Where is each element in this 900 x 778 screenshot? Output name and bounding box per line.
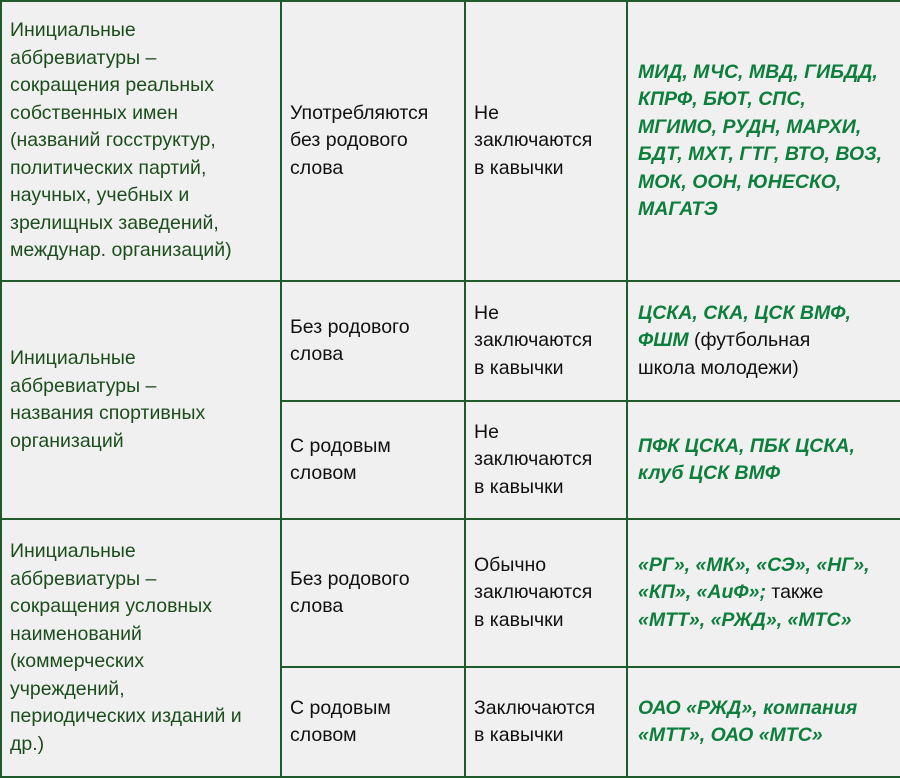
category-text: др.)	[10, 732, 45, 755]
quotes-cell	[465, 519, 627, 667]
category-text: аббревиатуры –	[10, 567, 157, 590]
quotes-text: в кавычки	[474, 724, 564, 746]
example-text	[638, 327, 892, 355]
example-text: «КП», «АиФ»;	[638, 581, 766, 604]
table-row	[1, 519, 900, 667]
quotes-text: заключаются	[474, 448, 593, 471]
category-text: аббревиатуры –	[10, 46, 157, 69]
example-text: МОК, ООН, ЮНЕСКО,	[638, 170, 842, 193]
category-text: зрелищных заведений,	[10, 211, 219, 234]
category-text: сокращения условных	[10, 595, 212, 617]
example-text: ФШМ	[638, 329, 689, 352]
category-text: Инициальные	[10, 347, 136, 369]
category-text: сокращения реальных	[10, 74, 214, 97]
example-note: (футбольная	[693, 329, 811, 352]
example-text: клуб ЦСК ВМФ	[638, 462, 781, 484]
category-text: периодических изданий и	[10, 705, 242, 727]
category-text: (названий госструктур,	[10, 129, 216, 152]
quotes-text: Не	[474, 101, 499, 124]
quotes-text: заключаются	[474, 129, 593, 152]
usage-text: Без родового	[290, 567, 410, 590]
category-text: аббревиатуры –	[10, 374, 157, 397]
quotes-text: Не	[474, 301, 499, 324]
usage-text: слова	[290, 343, 344, 365]
quotes-cell	[465, 1, 627, 281]
usage-text: С родовым	[290, 696, 391, 719]
category-cell	[1, 281, 281, 519]
example-text: МГИМО, РУДН, МАРХИ,	[638, 115, 862, 138]
quotes-cell	[465, 667, 627, 777]
example-text: БДТ, МХТ, ГТГ, ВТО, ВОЗ,	[638, 143, 883, 165]
category-cell	[1, 519, 281, 777]
quotes-text: в кавычки	[474, 356, 564, 379]
example-text: «МТТ», «РЖД», «МТС»	[638, 608, 852, 631]
example-text: МИД, МЧС, МВД, ГИБДД,	[638, 60, 878, 83]
quotes-text: в кавычки	[474, 156, 564, 179]
example-text: МАГАТЭ	[638, 198, 718, 220]
table-row	[1, 281, 900, 401]
category-text: наименований	[10, 622, 142, 645]
usage-text: словом	[290, 462, 357, 484]
examples-cell	[627, 281, 900, 401]
quotes-text: Обычно	[474, 553, 547, 576]
usage-cell	[281, 519, 465, 667]
example-text: ОАО «РЖД», компания	[638, 696, 858, 719]
category-text: (коммерческих	[10, 650, 145, 672]
usage-text: без родового	[290, 129, 408, 152]
usage-cell	[281, 1, 465, 281]
quotes-text: в кавычки	[474, 608, 564, 631]
category-text: научных, учебных и	[10, 184, 190, 207]
usage-text: Без родового	[290, 315, 410, 338]
quotes-cell	[465, 281, 627, 401]
example-note: школа молодежи)	[638, 356, 799, 379]
example-text: «РГ», «МК», «СЭ», «НГ»,	[638, 553, 870, 576]
quotes-text: в кавычки	[474, 475, 564, 498]
usage-cell	[281, 401, 465, 519]
category-text: политических партий,	[10, 156, 207, 179]
category-text: учреждений,	[10, 677, 125, 700]
table-row	[1, 1, 900, 281]
quotes-text: Заключаются	[474, 696, 596, 719]
category-cell	[1, 1, 281, 281]
examples-cell	[627, 667, 900, 777]
usage-text: слова	[290, 156, 344, 179]
category-text: названия спортивных	[10, 402, 206, 424]
examples-cell	[627, 519, 900, 667]
quotes-text: заключаются	[474, 581, 593, 604]
category-text: Инициальные	[10, 19, 136, 42]
example-text	[638, 579, 892, 607]
usage-cell	[281, 667, 465, 777]
quotes-text: заключаются	[474, 329, 593, 352]
usage-text: Употребляются	[290, 101, 429, 124]
category-text: междунар. организаций)	[10, 239, 232, 262]
category-text: организаций	[10, 429, 124, 452]
example-text: «МТТ», ОАО «МТС»	[638, 724, 823, 746]
usage-text: словом	[290, 724, 357, 746]
usage-text: С родовым	[290, 434, 391, 457]
example-text: КПРФ, БЮТ, СПС,	[638, 88, 806, 110]
examples-cell	[627, 401, 900, 519]
example-text: ПФК ЦСКА, ПБК ЦСКА,	[638, 434, 855, 457]
category-text: Инициальные	[10, 540, 136, 562]
category-text: собственных имен	[10, 101, 179, 124]
quotes-text: Не	[474, 420, 499, 443]
quotes-cell	[465, 401, 627, 519]
examples-cell	[627, 1, 900, 281]
example-text: ЦСКА, СКА, ЦСК ВМФ,	[638, 301, 851, 324]
usage-cell	[281, 281, 465, 401]
usage-text: слова	[290, 595, 344, 617]
example-note: также	[765, 581, 824, 604]
